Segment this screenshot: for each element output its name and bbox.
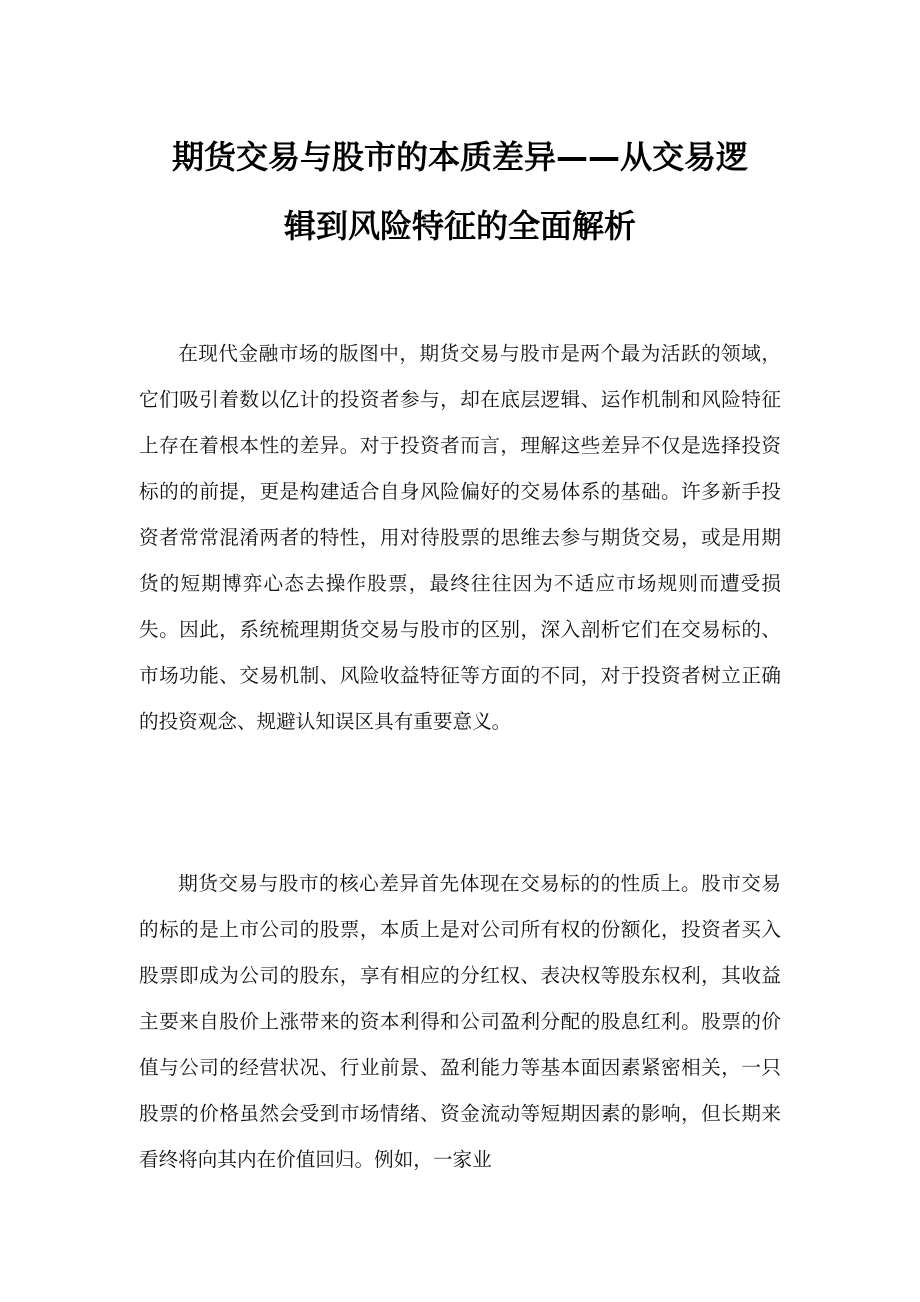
title-line-1: 期货交易与股市的本质差异——从交易逻 (171, 138, 748, 176)
document-title (130, 123, 790, 261)
paragraph-trading-subject: 期货交易与股市的核心差异首先体现在交易标的的性质上。股市交易的标的是上市公司的股票，本质上是对公司所有权的份额化，投资者买入股票即成为公司的股东，享有相应的分红权、表决权等股东权利，其收益主要来自股价上涨带来的资本利得和公司盈利分配的股息红利。股票的价值与公司的经营状况、行业前景、盈利能力等基本面因素紧密相关，一只股票的价格虽然会受到市场情绪、资金流动等短期因素的影响，但长期来看终将向其内在价值回归。例如，一家业 (139, 872, 781, 1171)
title-line-2: 辑到风险特征的全面解析 (283, 207, 636, 245)
paragraph-intro: 在现代金融市场的版图中，期货交易与股市是两个最为活跃的领域，它们吸引着数以亿计的投资者参与，却在底层逻辑、运作机制和风险特征上存在着根本性的差异。对于投资者而言，理解这些差异不仅是选择投资标的的前提，更是构建适合自身风险偏好的交易体系的基础。许多新手投资者常常混淆两者的特性，用对待股票的思维去参与期货交易，或是用期货的短期博弈心态去操作股票，最终往往因为不适应市场规则而遭受损失。因此，系统梳理期货交易与股市的区别，深入剖析它们在交易标的、市场功能、交易机制、风险收益特征等方面的不同，对于投资者树立正确的投资观念、规避认知误区具有重要意义。 (139, 342, 781, 733)
